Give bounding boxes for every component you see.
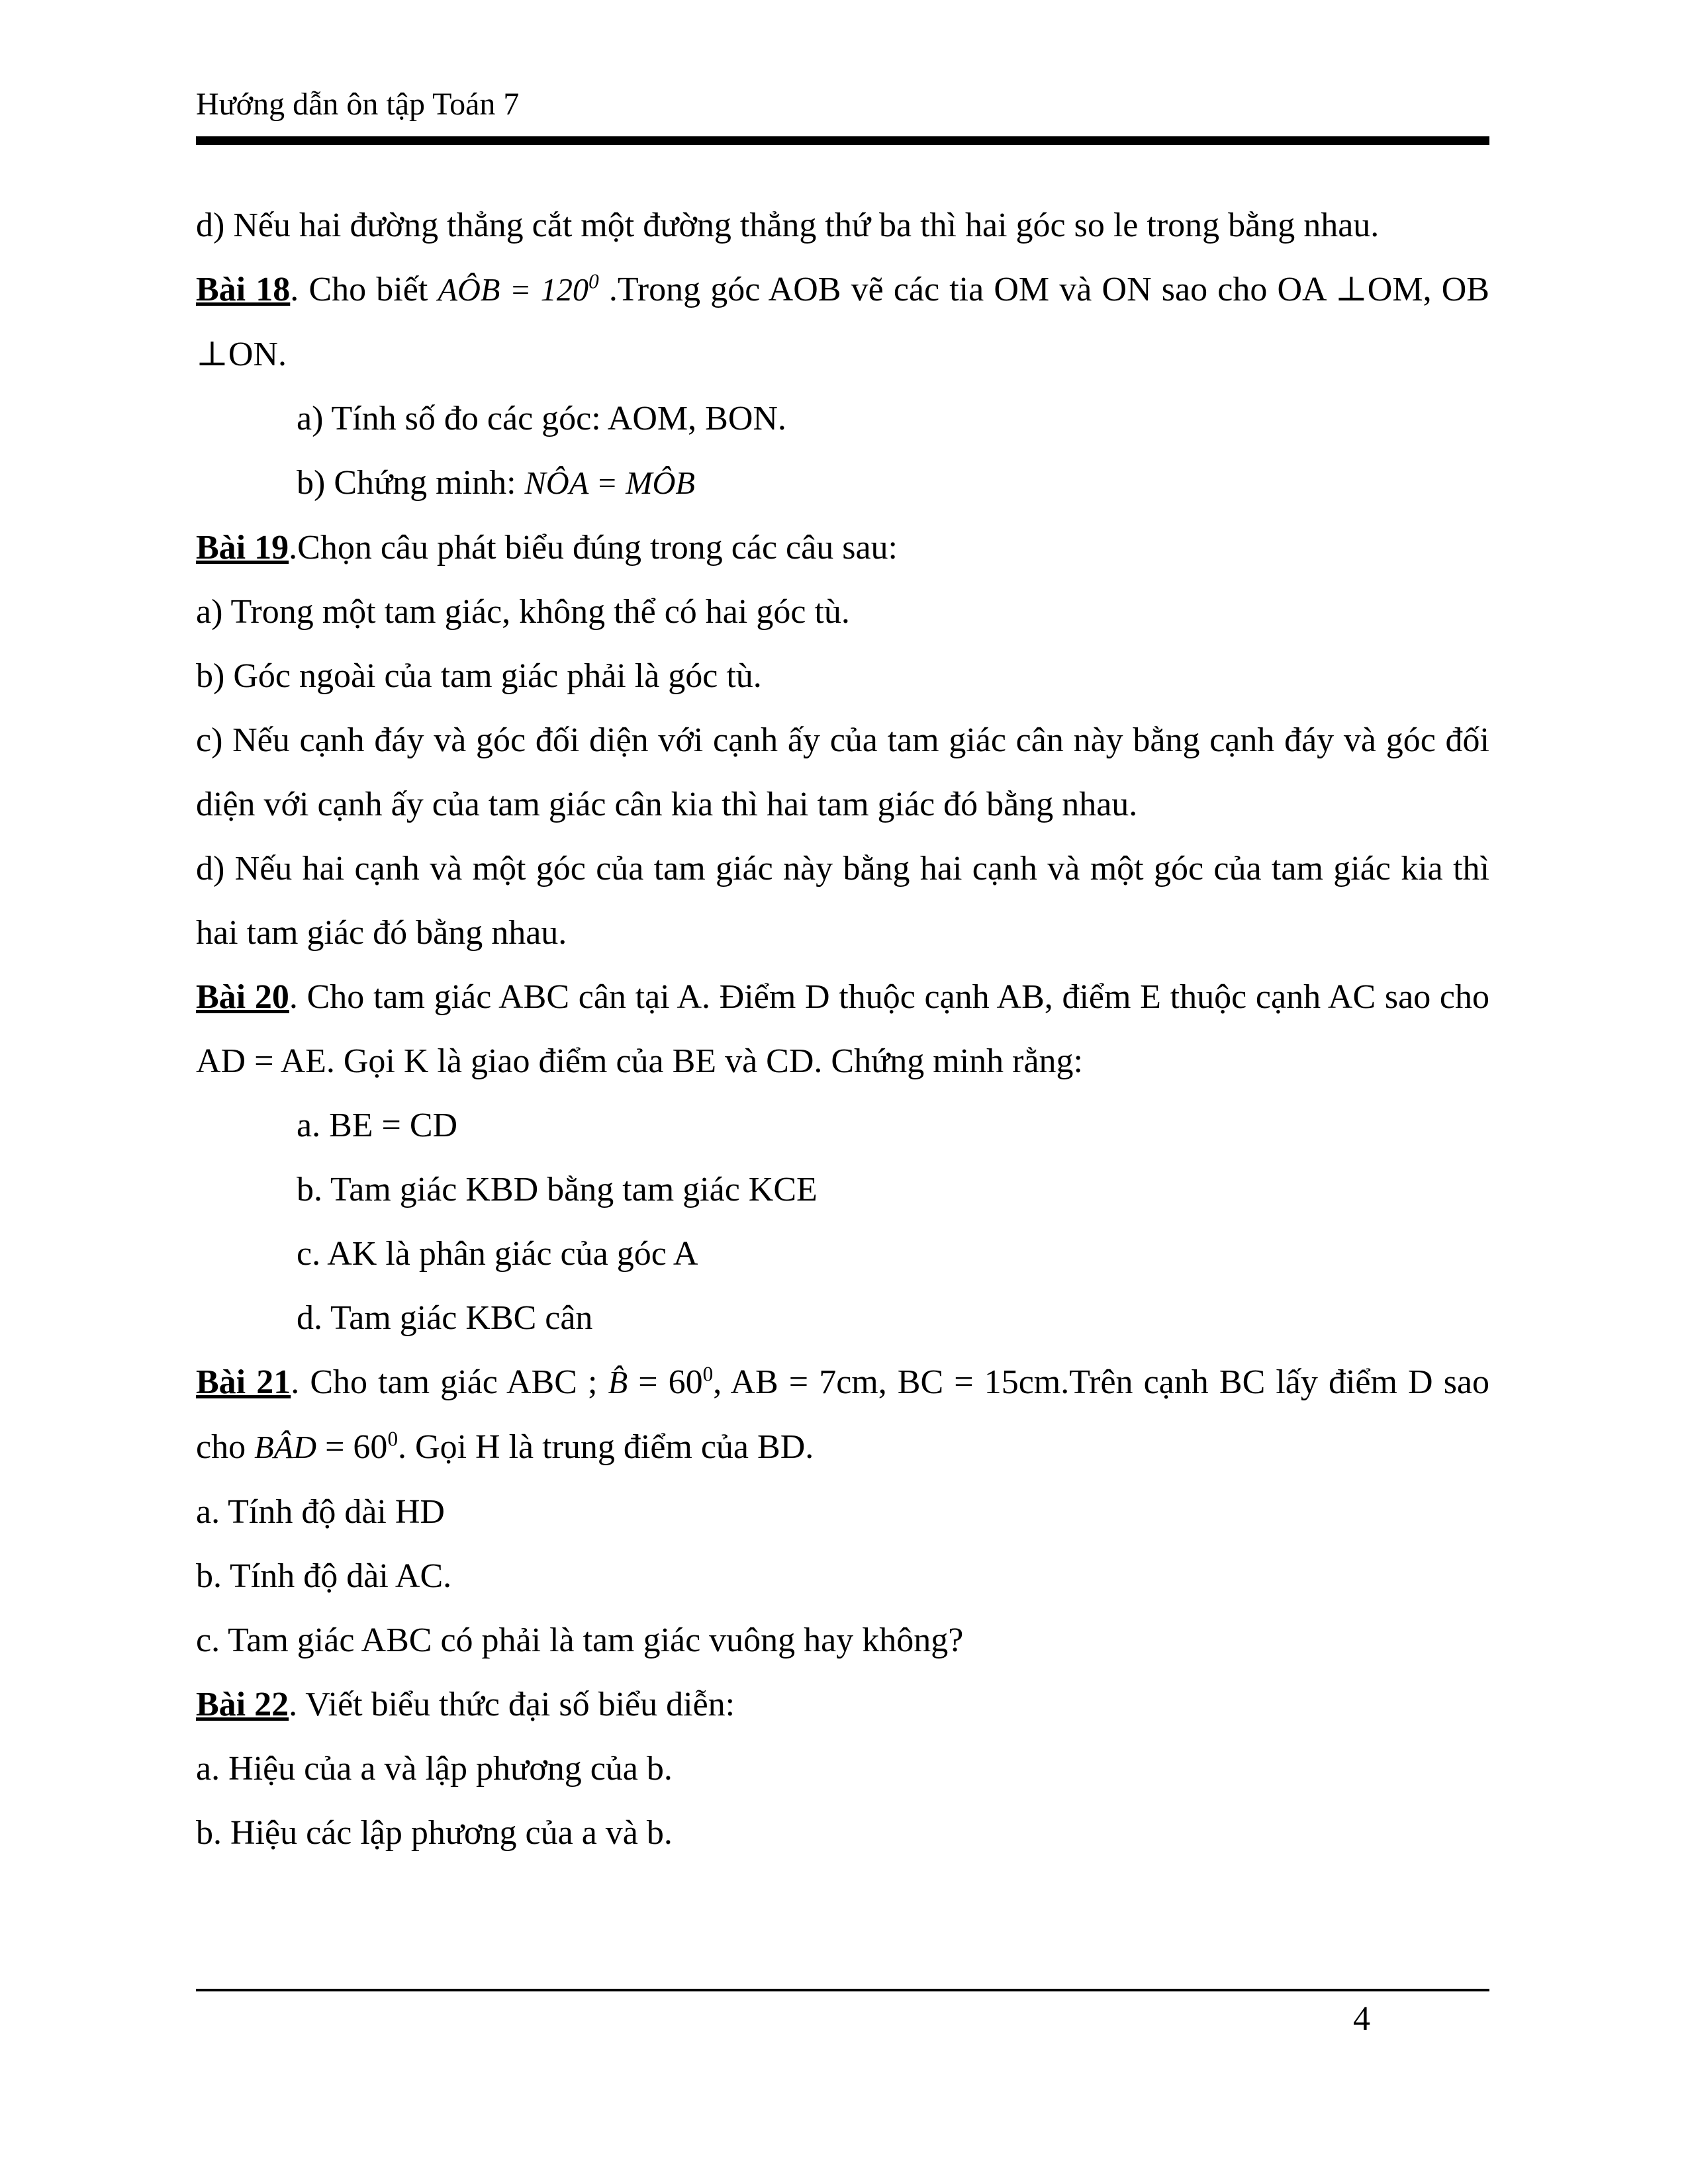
paragraph — [196, 451, 1489, 516]
exercise-label: Bài 20 — [196, 978, 289, 1016]
text-run: d) Nếu hai cạnh và một góc của tam giác này bằng hai cạnh và một góc của tam giác kia thì hai tam giác đó bằng nhau. — [196, 850, 1489, 952]
text-run: b. Tính độ dài AC. — [196, 1557, 452, 1595]
paragraph — [196, 644, 1489, 708]
text-run: a. Tính độ dài HD — [196, 1493, 445, 1531]
text-run: c. Tam giác ABC có phải là tam giác vuông hay không? — [196, 1621, 964, 1659]
exercise-label: Bài 22 — [196, 1686, 289, 1723]
paragraph — [196, 837, 1489, 965]
text-run: c. AK là phân giác của góc A — [297, 1235, 698, 1273]
exercise-label: Bài 21 — [196, 1363, 291, 1401]
text-run: 0 — [387, 1427, 399, 1451]
exercise-label: Bài 18 — [196, 271, 291, 308]
text-run: AÔB = 120 — [438, 273, 589, 308]
paragraph — [196, 1544, 1489, 1608]
text-run: b. Tam giác KBD bằng tam giác KCE — [297, 1171, 818, 1208]
paragraph — [196, 965, 1489, 1093]
text-run: a. Hiệu của a và lập phương của b. — [196, 1750, 673, 1788]
text-run: d) Nếu hai đường thẳng cắt một đường thẳng thứ ba thì hai góc so le trong bằng nhau. — [196, 206, 1380, 244]
text-run: = 60 — [628, 1363, 703, 1401]
page-footer — [196, 1989, 1489, 2039]
text-run: 0 — [588, 269, 599, 293]
text-run: d. Tam giác KBC cân — [297, 1299, 593, 1337]
text-run: .Chọn câu phát biểu đúng trong các câu sau: — [289, 529, 898, 567]
paragraph — [196, 387, 1489, 451]
text-run: .Trong góc AOB vẽ các tia OM và ON sao cho OA ⊥OM, OB ⊥ON. — [196, 271, 1489, 373]
paragraph — [196, 1222, 1489, 1286]
paragraph — [196, 1608, 1489, 1672]
text-run: , AB = 7cm, BC = 15cm.Trên cạnh BC lấy điểm D sao cho — [196, 1363, 1490, 1466]
text-run: . Cho tam giác ABC cân tại A. Điểm D thuộc cạnh AB, điểm E thuộc cạnh AC sao cho AD = AE. Gọi K là giao điểm của BE và CD. Chứng minh rằng: — [196, 978, 1489, 1080]
text-run: a) Tính số đo các góc: AOM, BON. — [297, 400, 786, 437]
paragraph — [196, 1350, 1489, 1480]
text-run: . Gọi H là trung điểm của BD. — [398, 1428, 814, 1466]
paragraph — [196, 1801, 1489, 1865]
document-body — [196, 193, 1489, 1865]
text-run: b) Góc ngoài của tam giác phải là góc tù. — [196, 657, 762, 695]
paragraph — [196, 708, 1489, 837]
paragraph — [196, 1737, 1489, 1801]
paragraph — [196, 257, 1489, 387]
paragraph — [196, 1286, 1489, 1350]
paragraph — [196, 1672, 1489, 1737]
text-run: 0 — [702, 1362, 714, 1386]
text-run: a) Trong một tam giác, không thể có hai góc tù. — [196, 593, 850, 631]
header-rule — [196, 136, 1489, 145]
text-run: NÔA = MÔB — [524, 466, 695, 501]
text-run: b. Hiệu các lập phương của a và b. — [196, 1814, 673, 1852]
paragraph — [196, 193, 1489, 257]
paragraph — [196, 580, 1489, 644]
paragraph — [196, 516, 1489, 580]
paragraph — [196, 1093, 1489, 1158]
text-run: BÂD — [254, 1430, 317, 1465]
text-run: B̂ — [608, 1365, 628, 1400]
page-header — [196, 85, 1489, 145]
text-run: b) Chứng minh: — [297, 464, 525, 502]
paragraph — [196, 1158, 1489, 1222]
header-title: Hướng dẫn ôn tập Toán 7 — [196, 87, 520, 122]
page-number: 4 — [1353, 2000, 1370, 2038]
footer-rule — [196, 1989, 1489, 1991]
text-run: . Cho tam giác ABC ; — [291, 1363, 608, 1401]
text-run: = 60 — [316, 1428, 388, 1466]
text-run: . Cho biết — [290, 271, 438, 308]
text-run: a. BE = CD — [297, 1107, 458, 1144]
text-run: c) Nếu cạnh đáy và góc đối diện với cạnh ấy của tam giác cân này bằng cạnh đáy và góc đối diện với cạnh ấy của tam giác cân kia thì hai tam giác đó bằng nhau. — [196, 721, 1489, 823]
text-run: . Viết biểu thức đại số biểu diễn: — [289, 1686, 735, 1723]
exercise-label: Bài 19 — [196, 529, 289, 567]
paragraph — [196, 1480, 1489, 1544]
